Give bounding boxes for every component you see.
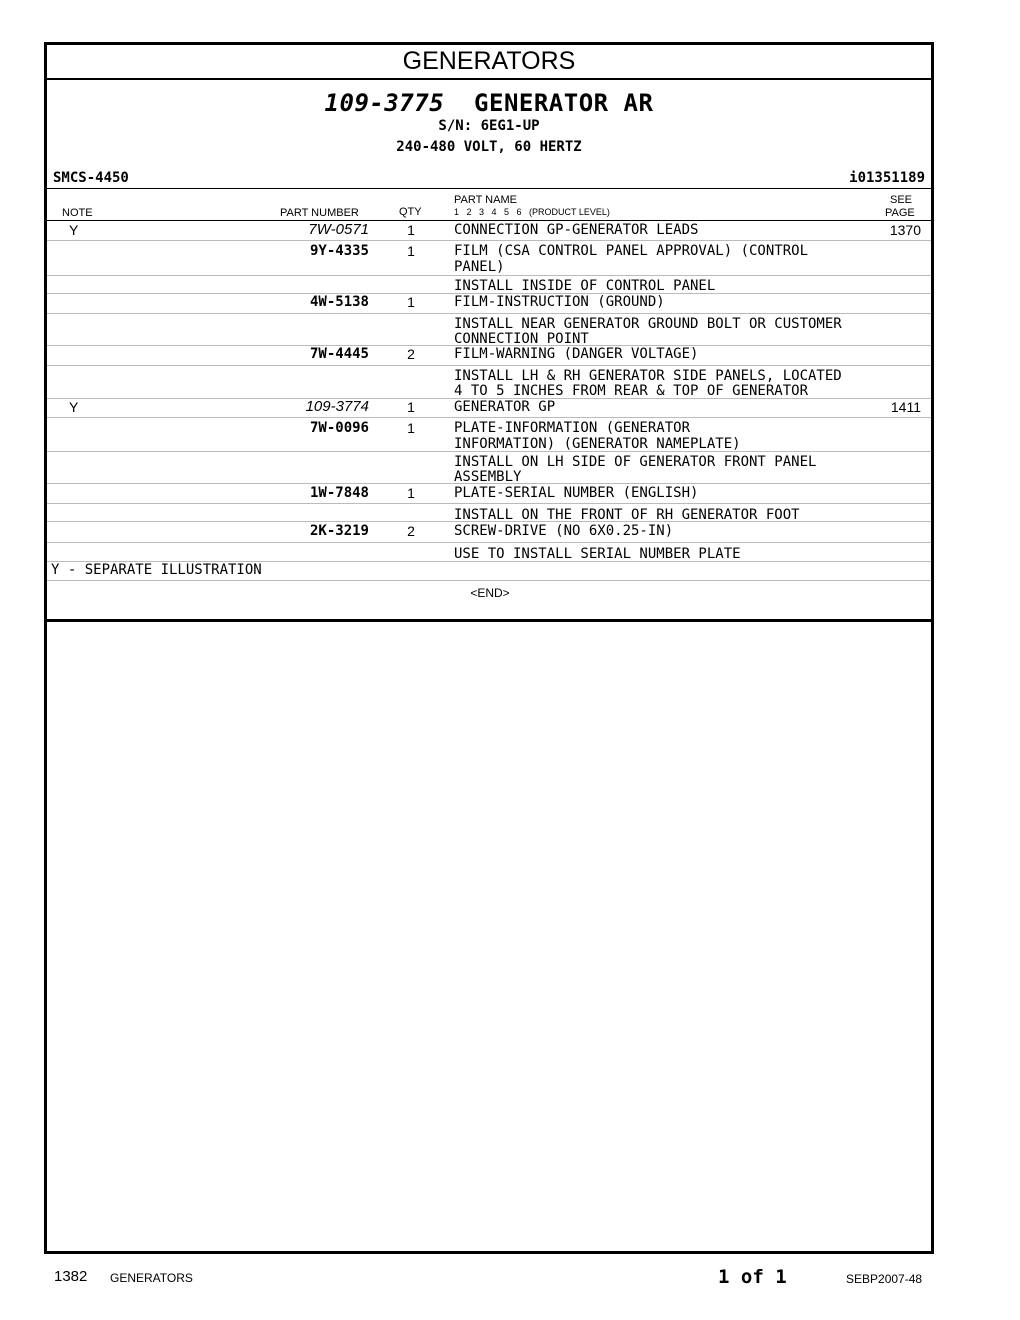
row-qty: 1 bbox=[407, 485, 415, 501]
row-part-number[interactable]: 7W-4445 bbox=[309, 346, 369, 362]
row-part-name: SCREW-DRIVE (NO 6X0.25-IN) bbox=[454, 523, 674, 539]
row-divider bbox=[47, 365, 931, 366]
col-qty: QTY bbox=[399, 206, 422, 218]
row-divider bbox=[47, 313, 931, 314]
section-title: GENERATORS bbox=[47, 45, 931, 80]
illustration-id: i01351189 bbox=[849, 170, 925, 186]
column-divider bbox=[47, 220, 931, 221]
row-qty: 1 bbox=[407, 420, 415, 436]
row-part-name: PLATE-INFORMATION (GENERATOR bbox=[454, 420, 691, 436]
row-part-name: CONNECTION GP-GENERATOR LEADS bbox=[454, 222, 699, 238]
col-page: PAGE bbox=[885, 207, 915, 219]
col-part-number: PART NUMBER bbox=[280, 207, 359, 219]
row-part-name: FILM-WARNING (DANGER VOLTAGE) bbox=[454, 346, 699, 362]
smcs-code: SMCS-4450 bbox=[53, 170, 129, 186]
row-divider bbox=[47, 275, 931, 276]
row-qty: 1 bbox=[407, 243, 415, 259]
row-instruction: INSTALL LH & RH GENERATOR SIDE PANELS, LOCATED bbox=[454, 368, 842, 384]
row-part-name: FILM-INSTRUCTION (GROUND) bbox=[454, 294, 665, 310]
col-product-level: 1 2 3 4 5 6 (PRODUCT LEVEL) bbox=[454, 207, 610, 217]
row-part-number[interactable]: 9Y-4335 bbox=[309, 243, 369, 259]
col-part-name: PART NAME bbox=[454, 194, 517, 206]
row-part-number[interactable]: 7W-0571 bbox=[308, 221, 369, 238]
content-bottom-rule bbox=[47, 619, 931, 622]
col-note: NOTE bbox=[62, 207, 93, 219]
footer-page-of: 1 of 1 bbox=[718, 1266, 787, 1288]
header-divider bbox=[47, 188, 931, 189]
footer-doc-number: SEBP2007-48 bbox=[846, 1272, 923, 1286]
row-instruction: USE TO INSTALL SERIAL NUMBER PLATE bbox=[454, 546, 741, 562]
footer-page-number: 1382 bbox=[54, 1268, 88, 1285]
row-qty: 2 bbox=[407, 523, 415, 539]
row-part-name-cont: PANEL) bbox=[454, 259, 505, 275]
row-instruction: INSTALL NEAR GENERATOR GROUND BOLT OR CUSTOMER bbox=[454, 316, 842, 332]
end-marker: <END> bbox=[470, 586, 510, 600]
row-part-number[interactable]: 1W-7848 bbox=[309, 485, 369, 501]
row-instruction-cont: ASSEMBLY bbox=[454, 469, 522, 485]
row-part-name-cont: INFORMATION) (GENERATOR NAMEPLATE) bbox=[454, 436, 741, 452]
spec-line: 240-480 VOLT, 60 HERTZ bbox=[396, 139, 582, 155]
row-part-name: FILM (CSA CONTROL PANEL APPROVAL) (CONTROL bbox=[454, 243, 809, 259]
row-note: Y bbox=[69, 399, 79, 415]
row-divider bbox=[47, 580, 931, 581]
row-instruction-cont: CONNECTION POINT bbox=[454, 331, 589, 347]
row-see-page[interactable]: 1370 bbox=[889, 222, 921, 238]
row-see-page[interactable]: 1411 bbox=[890, 399, 921, 415]
part-title bbox=[47, 89, 931, 117]
col-see: SEE bbox=[890, 194, 913, 206]
row-qty: 1 bbox=[407, 222, 415, 238]
row-part-number[interactable]: 109-3774 bbox=[305, 398, 369, 415]
page-frame bbox=[44, 42, 934, 1254]
row-divider bbox=[47, 503, 931, 504]
row-divider bbox=[47, 451, 931, 452]
row-part-number[interactable]: 7W-0096 bbox=[309, 420, 369, 436]
row-part-number[interactable]: 2K-3219 bbox=[309, 523, 369, 539]
row-divider bbox=[47, 240, 931, 241]
row-part-number[interactable]: 4W-5138 bbox=[309, 294, 369, 310]
row-qty: 2 bbox=[407, 346, 415, 362]
row-divider bbox=[47, 417, 931, 418]
row-part-name: GENERATOR GP bbox=[454, 399, 556, 415]
legend-text: Y - SEPARATE ILLUSTRATION bbox=[51, 562, 262, 578]
row-divider bbox=[47, 521, 931, 522]
serial-range: S/N: 6EG1-UP bbox=[438, 118, 540, 134]
row-divider bbox=[47, 483, 931, 484]
row-instruction: INSTALL ON THE FRONT OF RH GENERATOR FOOT bbox=[454, 507, 800, 523]
row-qty: 1 bbox=[407, 294, 415, 310]
row-instruction: INSTALL ON LH SIDE OF GENERATOR FRONT PANEL bbox=[454, 454, 817, 470]
part-title-number: 109-3775 bbox=[324, 89, 445, 117]
row-divider bbox=[47, 542, 931, 543]
row-part-name: PLATE-SERIAL NUMBER (ENGLISH) bbox=[454, 485, 699, 501]
row-instruction: INSTALL INSIDE OF CONTROL PANEL bbox=[454, 278, 716, 294]
row-instruction-cont: 4 TO 5 INCHES FROM REAR & TOP OF GENERATOR bbox=[454, 383, 809, 399]
row-note: Y bbox=[69, 222, 79, 238]
row-qty: 1 bbox=[407, 399, 415, 415]
footer-section: GENERATORS bbox=[110, 1271, 193, 1285]
part-title-name: GENERATOR AR bbox=[474, 89, 654, 117]
